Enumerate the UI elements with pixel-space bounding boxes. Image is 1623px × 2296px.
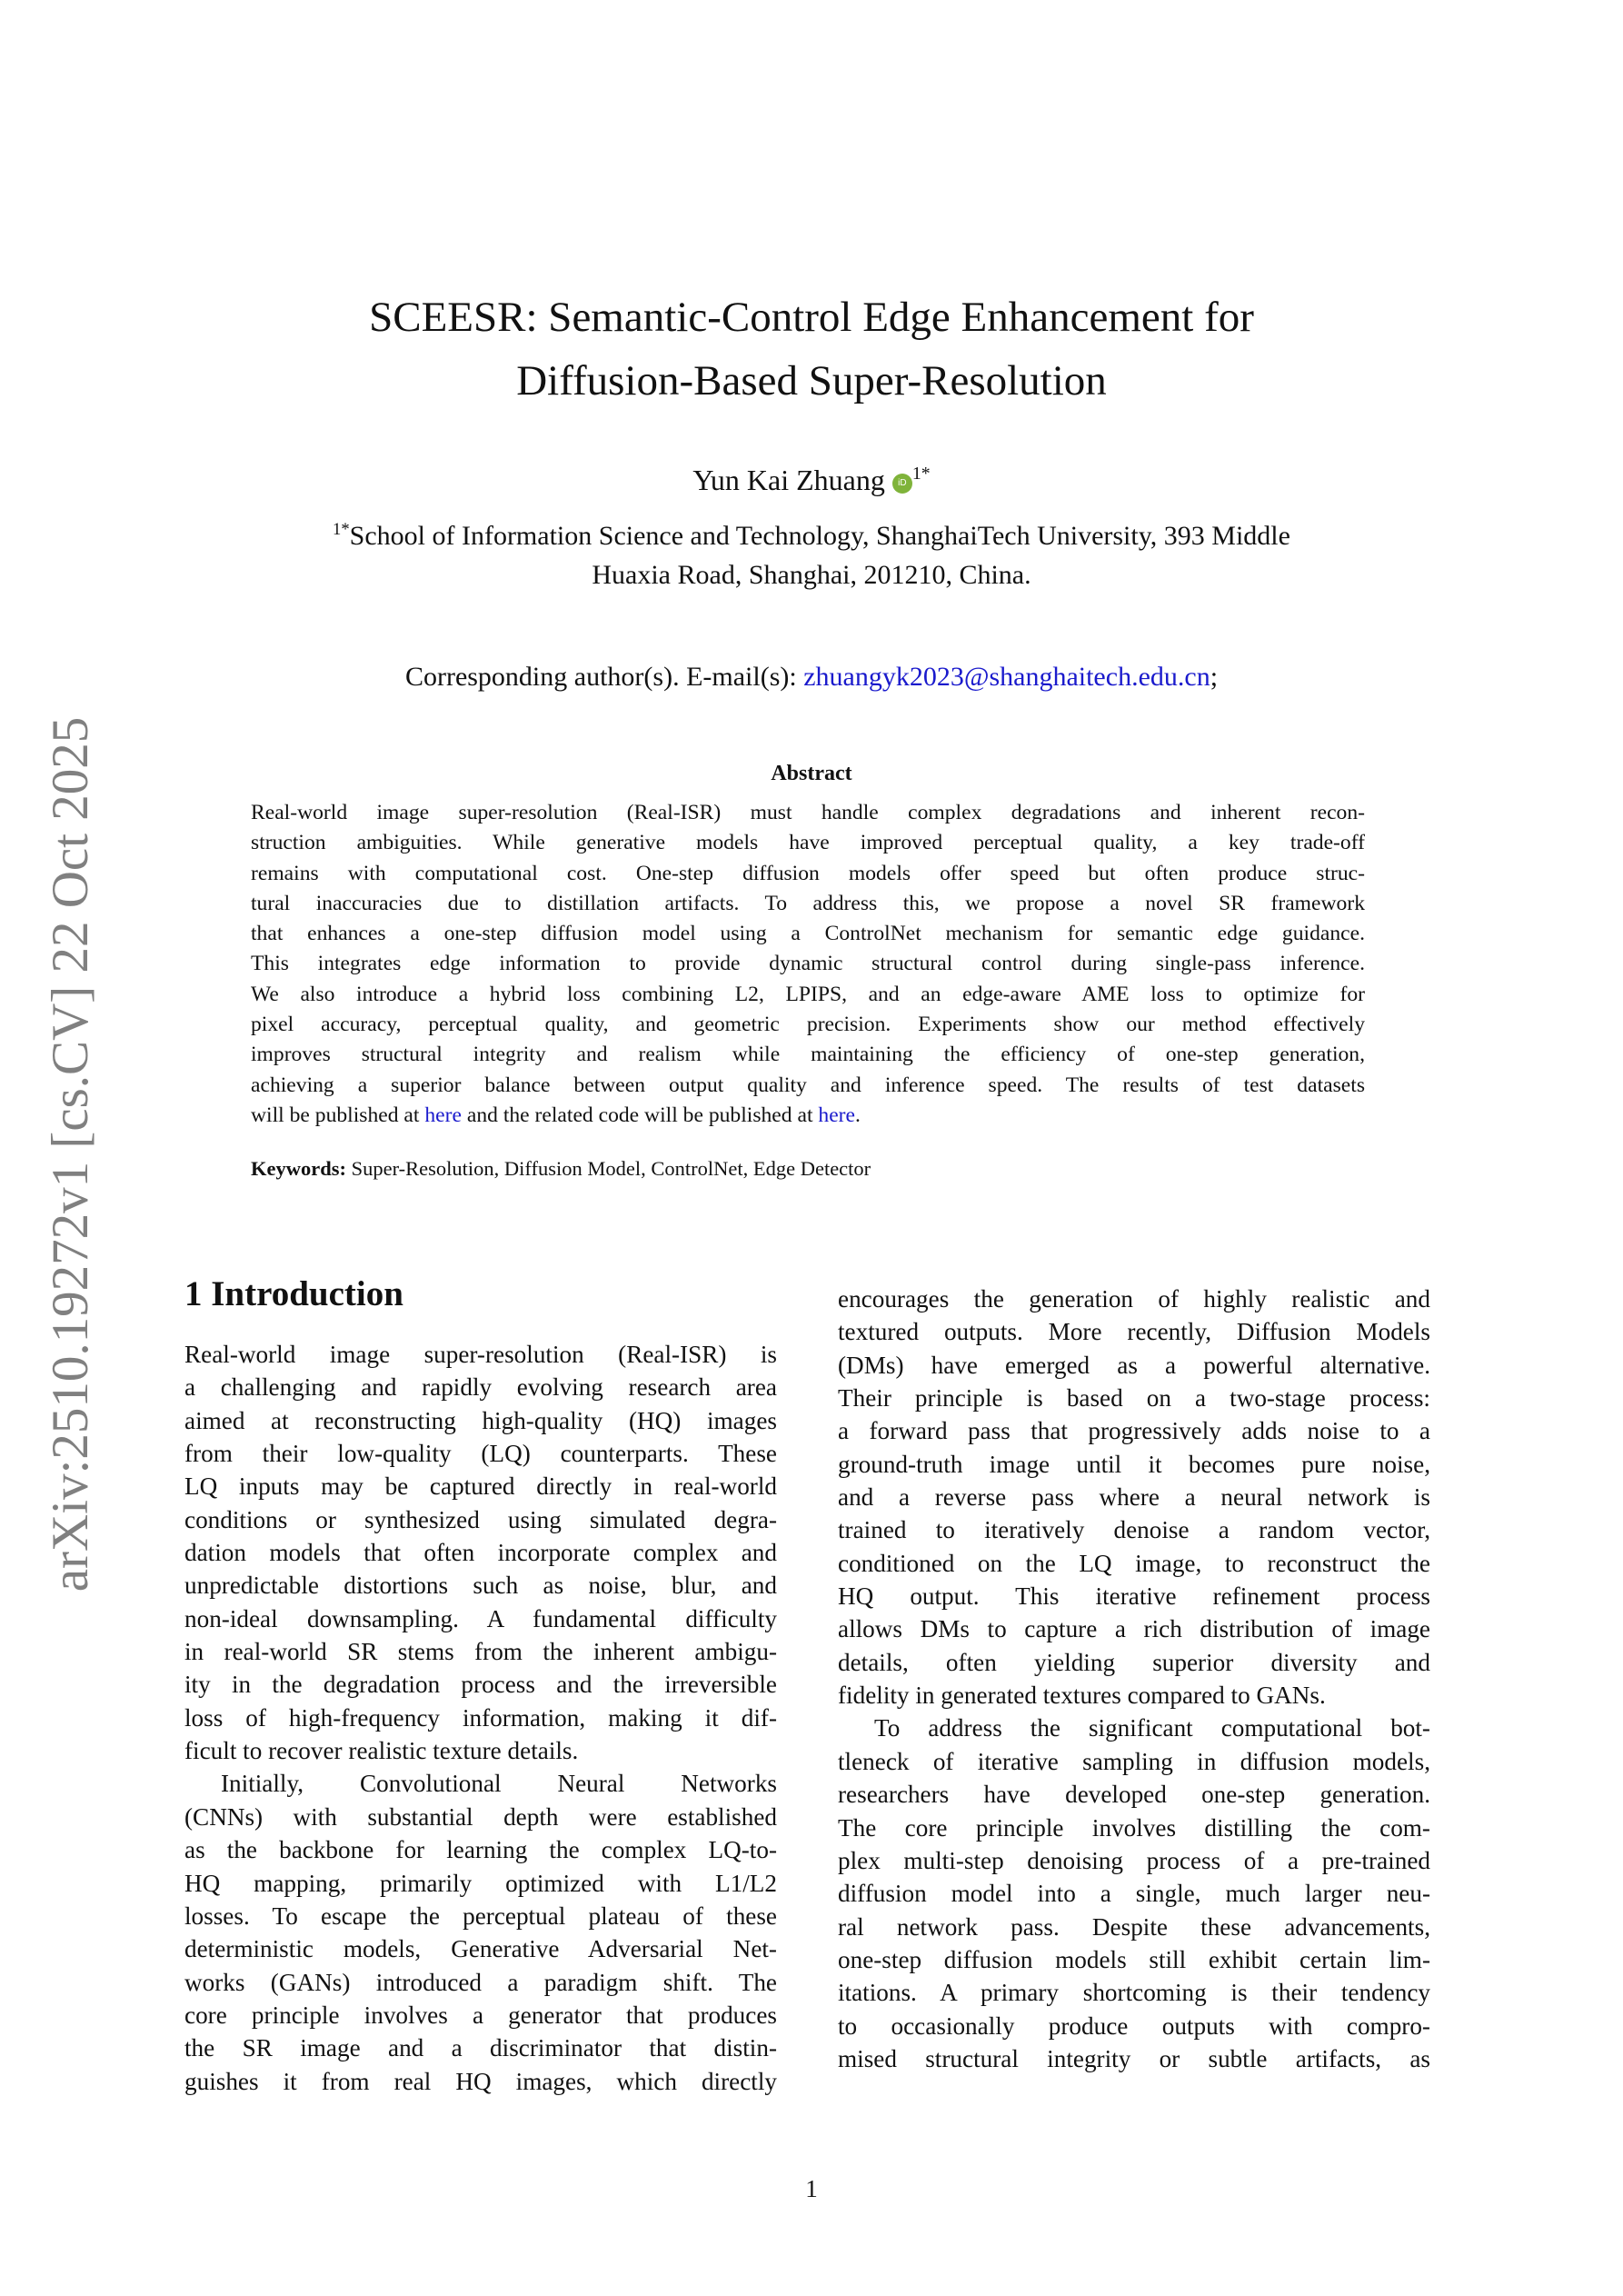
paragraph (184, 1767, 777, 2097)
arxiv-stamp: arXiv:2510.19272v1 [cs.CV] 22 Oct 2025 (42, 716, 99, 1592)
abstract-line: Real-world image super-resolution (Real-ISR) must handle complex degradations and inherent recon- (251, 801, 1365, 824)
text-line: non-ideal downsampling. A fundamental difficulty (184, 1604, 777, 1632)
affil-line: Huaxia Road, Shanghai, 201210, China. (592, 560, 1031, 590)
page-number: 1 (805, 2175, 818, 2202)
text-line: deterministic models, Generative Adversarial Net- (184, 1935, 777, 1963)
section-heading-introduction: 1 Introduction (184, 1274, 403, 1313)
text-line: The core principle involves distilling the com- (838, 1813, 1430, 1842)
text-line: fidelity in generated textures compared to GANs. (838, 1682, 1326, 1710)
text: will be published at (251, 1103, 425, 1127)
abstract-line: that enhances a one-step diffusion model using a ControlNet mechanism for semantic edge guidance. (251, 922, 1365, 946)
text-line: trained to iteratively denoise a random vector, (838, 1516, 1430, 1544)
text-line: and a reverse pass where a neural network is (838, 1483, 1430, 1512)
text-line: works (GANs) introduced a paradigm shift. The (184, 1968, 777, 1996)
title-line: SCEESR: Semantic-Control Edge Enhancement for (369, 294, 1254, 341)
text-line: Real-world image super-resolution (Real-ISR) is (184, 1341, 777, 1368)
text-line: one-step diffusion models still exhibit certain lim- (838, 1945, 1430, 1973)
text: and the related code will be published at (461, 1103, 819, 1127)
text-line: loss of high-frequency information, making it dif- (184, 1703, 777, 1732)
text-line: Initially, Convolutional Neural Networks (221, 1770, 777, 1798)
code-link[interactable]: here (818, 1103, 856, 1127)
text-line: mised structural integrity or subtle artifacts, as (838, 2044, 1430, 2072)
text-line: a challenging and rapidly evolving research area (184, 1373, 777, 1402)
text-line: guishes it from real HQ images, which directly (184, 2067, 777, 2095)
text-line: a forward pass that progressively adds noise to a (838, 1417, 1430, 1445)
abstract-last-line (251, 1101, 1365, 1131)
abstract-line: achieving a superior balance between output quality and inference speed. The results of test datasets (251, 1073, 1365, 1097)
text-line: HQ output. This iterative refinement process (838, 1582, 1430, 1611)
orcid-icon[interactable]: iD (892, 474, 912, 494)
text-line: ground-truth image until it becomes pure noise, (838, 1450, 1430, 1478)
paragraph (838, 1283, 1430, 1712)
text-line: ity in the degradation process and the irreversible (184, 1671, 777, 1699)
abstract-line: This integrates edge information to provide dynamic structural control during single-pass inference. (251, 952, 1365, 976)
keywords-value: Super-Resolution, Diffusion Model, ControlNet, Edge Detector (346, 1157, 871, 1180)
abstract-line: struction ambiguities. While generative models have improved perceptual quality, a key trade-off (251, 831, 1365, 855)
text-line: aimed at reconstructing high-quality (HQ) images (184, 1406, 777, 1434)
text-line: core principle involves a generator that produces (184, 2001, 777, 2029)
abstract-line: improves structural integrity and realism while maintaining the efficiency of one-step generation, (251, 1043, 1365, 1067)
paragraph (838, 1712, 1430, 2075)
keywords (251, 1156, 871, 1182)
text-line: allows DMs to capture a rich distribution of image (838, 1615, 1430, 1643)
email-link[interactable]: zhuangyk2023@shanghaitech.edu.cn (803, 662, 1210, 692)
text-line: (DMs) have emerged as a powerful alternative. (838, 1351, 1430, 1379)
text-line: To address the significant computational bot- (874, 1714, 1430, 1742)
text-line: textured outputs. More recently, Diffusion Models (838, 1318, 1430, 1346)
abstract-line: remains with computational cost. One-step diffusion models offer speed but often produce struc- (251, 861, 1365, 885)
text-line: the SR image and a discriminator that distin- (184, 2034, 777, 2062)
text-line: researchers have developed one-step generation. (838, 1781, 1430, 1809)
text-line: encourages the generation of highly realistic and (838, 1285, 1430, 1313)
author-affil-mark: 1* (911, 464, 931, 484)
left-column (184, 1338, 777, 2098)
paragraph (184, 1338, 777, 1767)
text-line: ficult to recover realistic texture details. (184, 1737, 579, 1765)
abstract-line: pixel accuracy, perceptual quality, and geometric precision. Experiments show our method effectively (251, 1013, 1365, 1037)
text-line: conditions or synthesized using simulated degra- (184, 1505, 777, 1533)
results-link[interactable]: here (424, 1103, 462, 1127)
text-line: details, often yielding superior diversity and (838, 1648, 1430, 1676)
author-name: Yun Kai Zhuang (692, 464, 885, 496)
text-line: Their principle is based on a two-stage process: (838, 1384, 1430, 1413)
text-line: tleneck of iterative sampling in diffusion models, (838, 1747, 1430, 1775)
text-line: unpredictable distortions such as noise, blur, and (184, 1572, 777, 1600)
abstract-line: We also introduce a hybrid loss combining L2, LPIPS, and an edge-aware AME loss to optimize for (251, 982, 1365, 1006)
author-line (0, 460, 1623, 500)
text-line: ral network pass. Despite these advancements, (838, 1912, 1430, 1941)
text-line: as the backbone for learning the complex LQ-to- (184, 1836, 777, 1864)
abstract-body (251, 798, 1365, 1131)
text-line: losses. To escape the perceptual plateau of these (184, 1902, 777, 1930)
text-line: to occasionally produce outputs with compro- (838, 2011, 1430, 2040)
corresponding-author (0, 658, 1623, 696)
text-line: LQ inputs may be captured directly in real-world (184, 1472, 777, 1501)
affil-line: School of Information Science and Technology, ShanghaiTech University, 393 Middle (349, 521, 1290, 551)
text-line: dation models that often incorporate complex and (184, 1539, 777, 1567)
text: . (855, 1103, 861, 1127)
corresponding-label: Corresponding author(s). E-mail(s): (404, 662, 804, 692)
text-line: from their low-quality (LQ) counterparts. These (184, 1440, 777, 1468)
text-line: conditioned on the LQ image, to reconstruct the (838, 1549, 1430, 1577)
paper-title (0, 285, 1623, 413)
text-line: diffusion model into a single, much larger neu- (838, 1880, 1430, 1908)
abstract-heading: Abstract (771, 762, 852, 785)
email-suffix: ; (1210, 662, 1219, 692)
keywords-label: Keywords: (251, 1157, 346, 1180)
text-line: in real-world SR stems from the inherent ambigu- (184, 1638, 777, 1666)
text-line: itations. A primary shortcoming is their tendency (838, 1979, 1430, 2007)
right-column (838, 1283, 1430, 2075)
affil-mark: 1* (333, 519, 350, 539)
text-line: plex multi-step denoising process of a pre-trained (838, 1846, 1430, 1874)
title-line: Diffusion-Based Super-Resolution (516, 357, 1107, 404)
affiliation (0, 516, 1623, 594)
abstract-line: tural inaccuracies due to distillation artifacts. To address this, we propose a novel SR framework (251, 891, 1365, 915)
text-line: (CNNs) with substantial depth were established (184, 1802, 777, 1831)
text-line: HQ mapping, primarily optimized with L1/L2 (184, 1869, 777, 1897)
